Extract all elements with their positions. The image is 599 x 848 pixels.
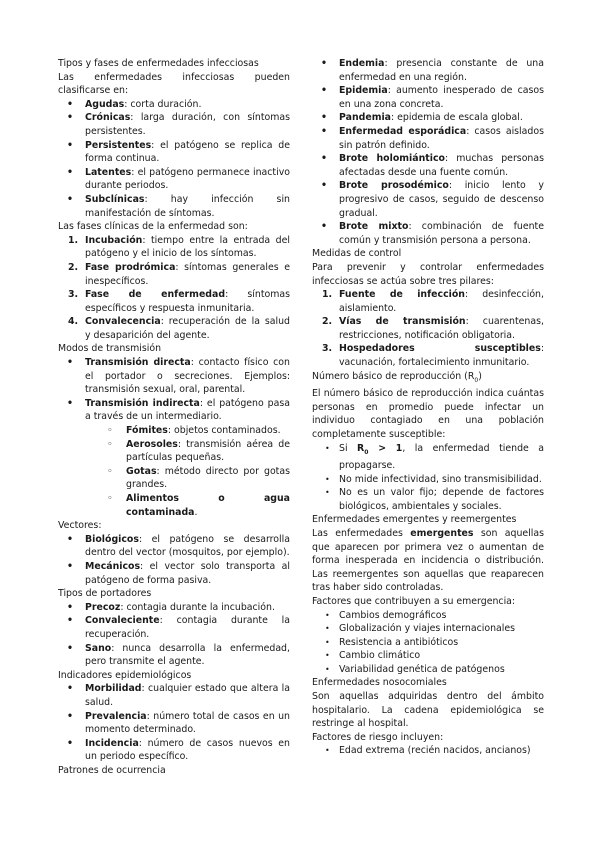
nosocomiales-paragraph: Son aquellas adquiridas dentro del ámbito hospitalario. La cadena epidemiológica se restringe al hospital.	[312, 691, 544, 730]
list-item: • Precoz: contagia durante la incubación.	[58, 601, 290, 615]
heading-factores-emergencia: Factores que contribuyen a su emergencia:	[312, 595, 516, 607]
occurrence-patterns-list	[312, 57, 544, 247]
list-item: • Pandemia: epidemia de escala global.	[312, 111, 544, 125]
list-item: • Transmisión indirecta: el patógeno pasa a través de un intermediario.	[58, 397, 290, 424]
indirect-transmission-list	[58, 424, 290, 519]
list-item: • Resistencia a antibióticos	[312, 636, 544, 650]
list-item: • Biológicos: el patógeno se desarrolla dentro del vector (mosquitos, por ejemplo).	[58, 533, 290, 560]
list-item: • Prevalencia: número total de casos en un momento determinado.	[58, 710, 290, 737]
list-item: • Enfermedad esporádica: casos aislados sin patrón definido.	[312, 125, 544, 152]
list-item: 3. Fase de enfermedad: síntomas específicos y respuesta inmunitaria.	[68, 289, 290, 314]
emergence-factors-list	[312, 609, 544, 677]
list-item: • Brote mixto: combinación de fuente común y transmisión persona a persona.	[312, 220, 544, 247]
transmission-modes-list	[58, 356, 290, 424]
control-pillars-list	[312, 288, 544, 370]
heading-factores-riesgo: Factores de riesgo incluyen:	[312, 731, 444, 743]
list-item: ◦ Fómites: objetos contaminados.	[58, 424, 290, 438]
vectors-list	[58, 533, 290, 587]
carriers-list	[58, 601, 290, 669]
list-item: • Agudas: corta duración.	[58, 98, 290, 112]
list-item: • Sano: nunca desarrolla la enfermedad, pero transmite el agente.	[58, 642, 290, 669]
r0-definition: El número básico de reproducción indica cuántas personas en promedio puede infectar un individuo contagiado en una población completamente susceptible:	[312, 388, 544, 440]
list-item: • Transmisión directa: contacto físico con el portador o secreciones. Ejemplos: transmisión sexual, oral, parental.	[58, 356, 290, 397]
intro-pillars: Para prevenir y controlar enfermedades infecciosas se actúa sobre tres pilares:	[312, 261, 544, 287]
list-item: • Cambio climático	[312, 649, 544, 663]
list-item: • Mecánicos: el vector solo transporta al patógeno de forma pasiva.	[58, 560, 290, 587]
list-item: • Subclínicas: hay infección sin manifestación de síntomas.	[58, 193, 290, 220]
heading-tipos-fases: Tipos y fases de enfermedades infecciosas	[58, 58, 259, 69]
heading-patrones: Patrones de ocurrencia	[58, 764, 166, 776]
list-item: • Persistentes: el patógeno se replica de forma continua.	[58, 139, 290, 166]
heading-emergentes: Enfermedades emergentes y reemergentes	[312, 514, 517, 526]
list-item: 3. Hospedadores susceptibles: vacunación, fortalecimiento inmunitario.	[322, 343, 544, 369]
list-item: • Variabilidad genética de patógenos	[312, 663, 544, 677]
heading-nosocomiales: Enfermedades nosocomiales	[312, 677, 447, 689]
list-item: • Cambios demográficos	[312, 609, 544, 623]
heading-modos-transmision: Modos de transmisión	[58, 343, 162, 355]
list-item: • Edad extrema (recién nacidos, ancianos)	[312, 744, 544, 758]
heading-vectores: Vectores:	[58, 520, 102, 532]
list-item: 2. Fase prodrómica: síntomas generales e inespecíficos.	[68, 261, 290, 287]
right-column	[312, 57, 544, 758]
heading-medidas-control: Medidas de control	[312, 248, 402, 260]
list-item: ◦ Aerosoles: transmisión aérea de partículas pequeñas.	[58, 438, 290, 465]
r0-list	[312, 442, 544, 514]
heading-indicadores: Indicadores epidemiológicos	[58, 669, 192, 681]
list-item: • Epidemia: aumento inesperado de casos en una zona concreta.	[312, 84, 544, 111]
emergentes-paragraph: Las enfermedades emergentes son aquellas que aparecen por primera vez o aumentan de forma inesperada en incidencia o distribución. Las reemergentes son aquellas que reaparecen tras haber sido controladas.	[312, 527, 544, 594]
list-item: • Convaleciente: contagia durante la recuperación.	[58, 614, 290, 641]
list-item: • Latentes: el patógeno permanece inactivo durante periodos.	[58, 166, 290, 193]
heading-portadores: Tipos de portadores	[58, 588, 152, 600]
clinical-phases-list	[58, 234, 290, 343]
list-item: ◦ Gotas: método directo por gotas grandes.	[58, 465, 290, 492]
list-item: 1. Incubación: tiempo entre la entrada del patógeno y el inicio de los síntomas.	[68, 234, 290, 260]
list-item: • Crónicas: larga duración, con síntomas persistentes.	[58, 111, 290, 138]
list-item: • Globalización y viajes internacionales	[312, 622, 544, 636]
intro-classification: Las enfermedades infecciosas pueden clasificarse en:	[58, 71, 290, 97]
risk-factors-list	[312, 744, 544, 758]
list-item: ◦ Alimentos o agua contaminada.	[58, 492, 290, 519]
list-item: • Si $R_0 > 1$, la enfermedad tiende a propagarse.	[312, 442, 544, 473]
list-item: • No mide infectividad, sino transmisibilidad.	[312, 473, 544, 487]
list-item: 4. Convalecencia: recuperación de la salud y desaparición del agente.	[68, 316, 290, 341]
list-item: 2. Vías de transmisión: cuarentenas, restricciones, notificación obligatoria.	[322, 316, 544, 341]
list-item: • No es un valor fijo; depende de factores biológicos, ambientales y sociales.	[312, 486, 544, 513]
disease-types-list	[58, 98, 290, 220]
list-item: • Brote holomiántico: muchas personas afectadas desde una fuente común.	[312, 152, 544, 179]
list-item: • Morbilidad: cualquier estado que altera la salud.	[58, 682, 290, 709]
list-item: • Endemia: presencia constante de una enfermedad en una región.	[312, 57, 544, 84]
indicators-list	[58, 682, 290, 764]
intro-phases: Las fases clínicas de la enfermedad son:	[58, 221, 248, 233]
list-item: 1. Fuente de infección: desinfección, aislamiento.	[322, 289, 544, 314]
left-column	[58, 57, 290, 777]
list-item: • Brote prosodémico: inicio lento y progresivo de casos, seguido de descenso gradual.	[312, 179, 544, 220]
heading-r0: Número básico de reproducción $(R_0)$	[312, 370, 482, 384]
list-item: • Incidencia: número de casos nuevos en un periodo específico.	[58, 737, 290, 764]
